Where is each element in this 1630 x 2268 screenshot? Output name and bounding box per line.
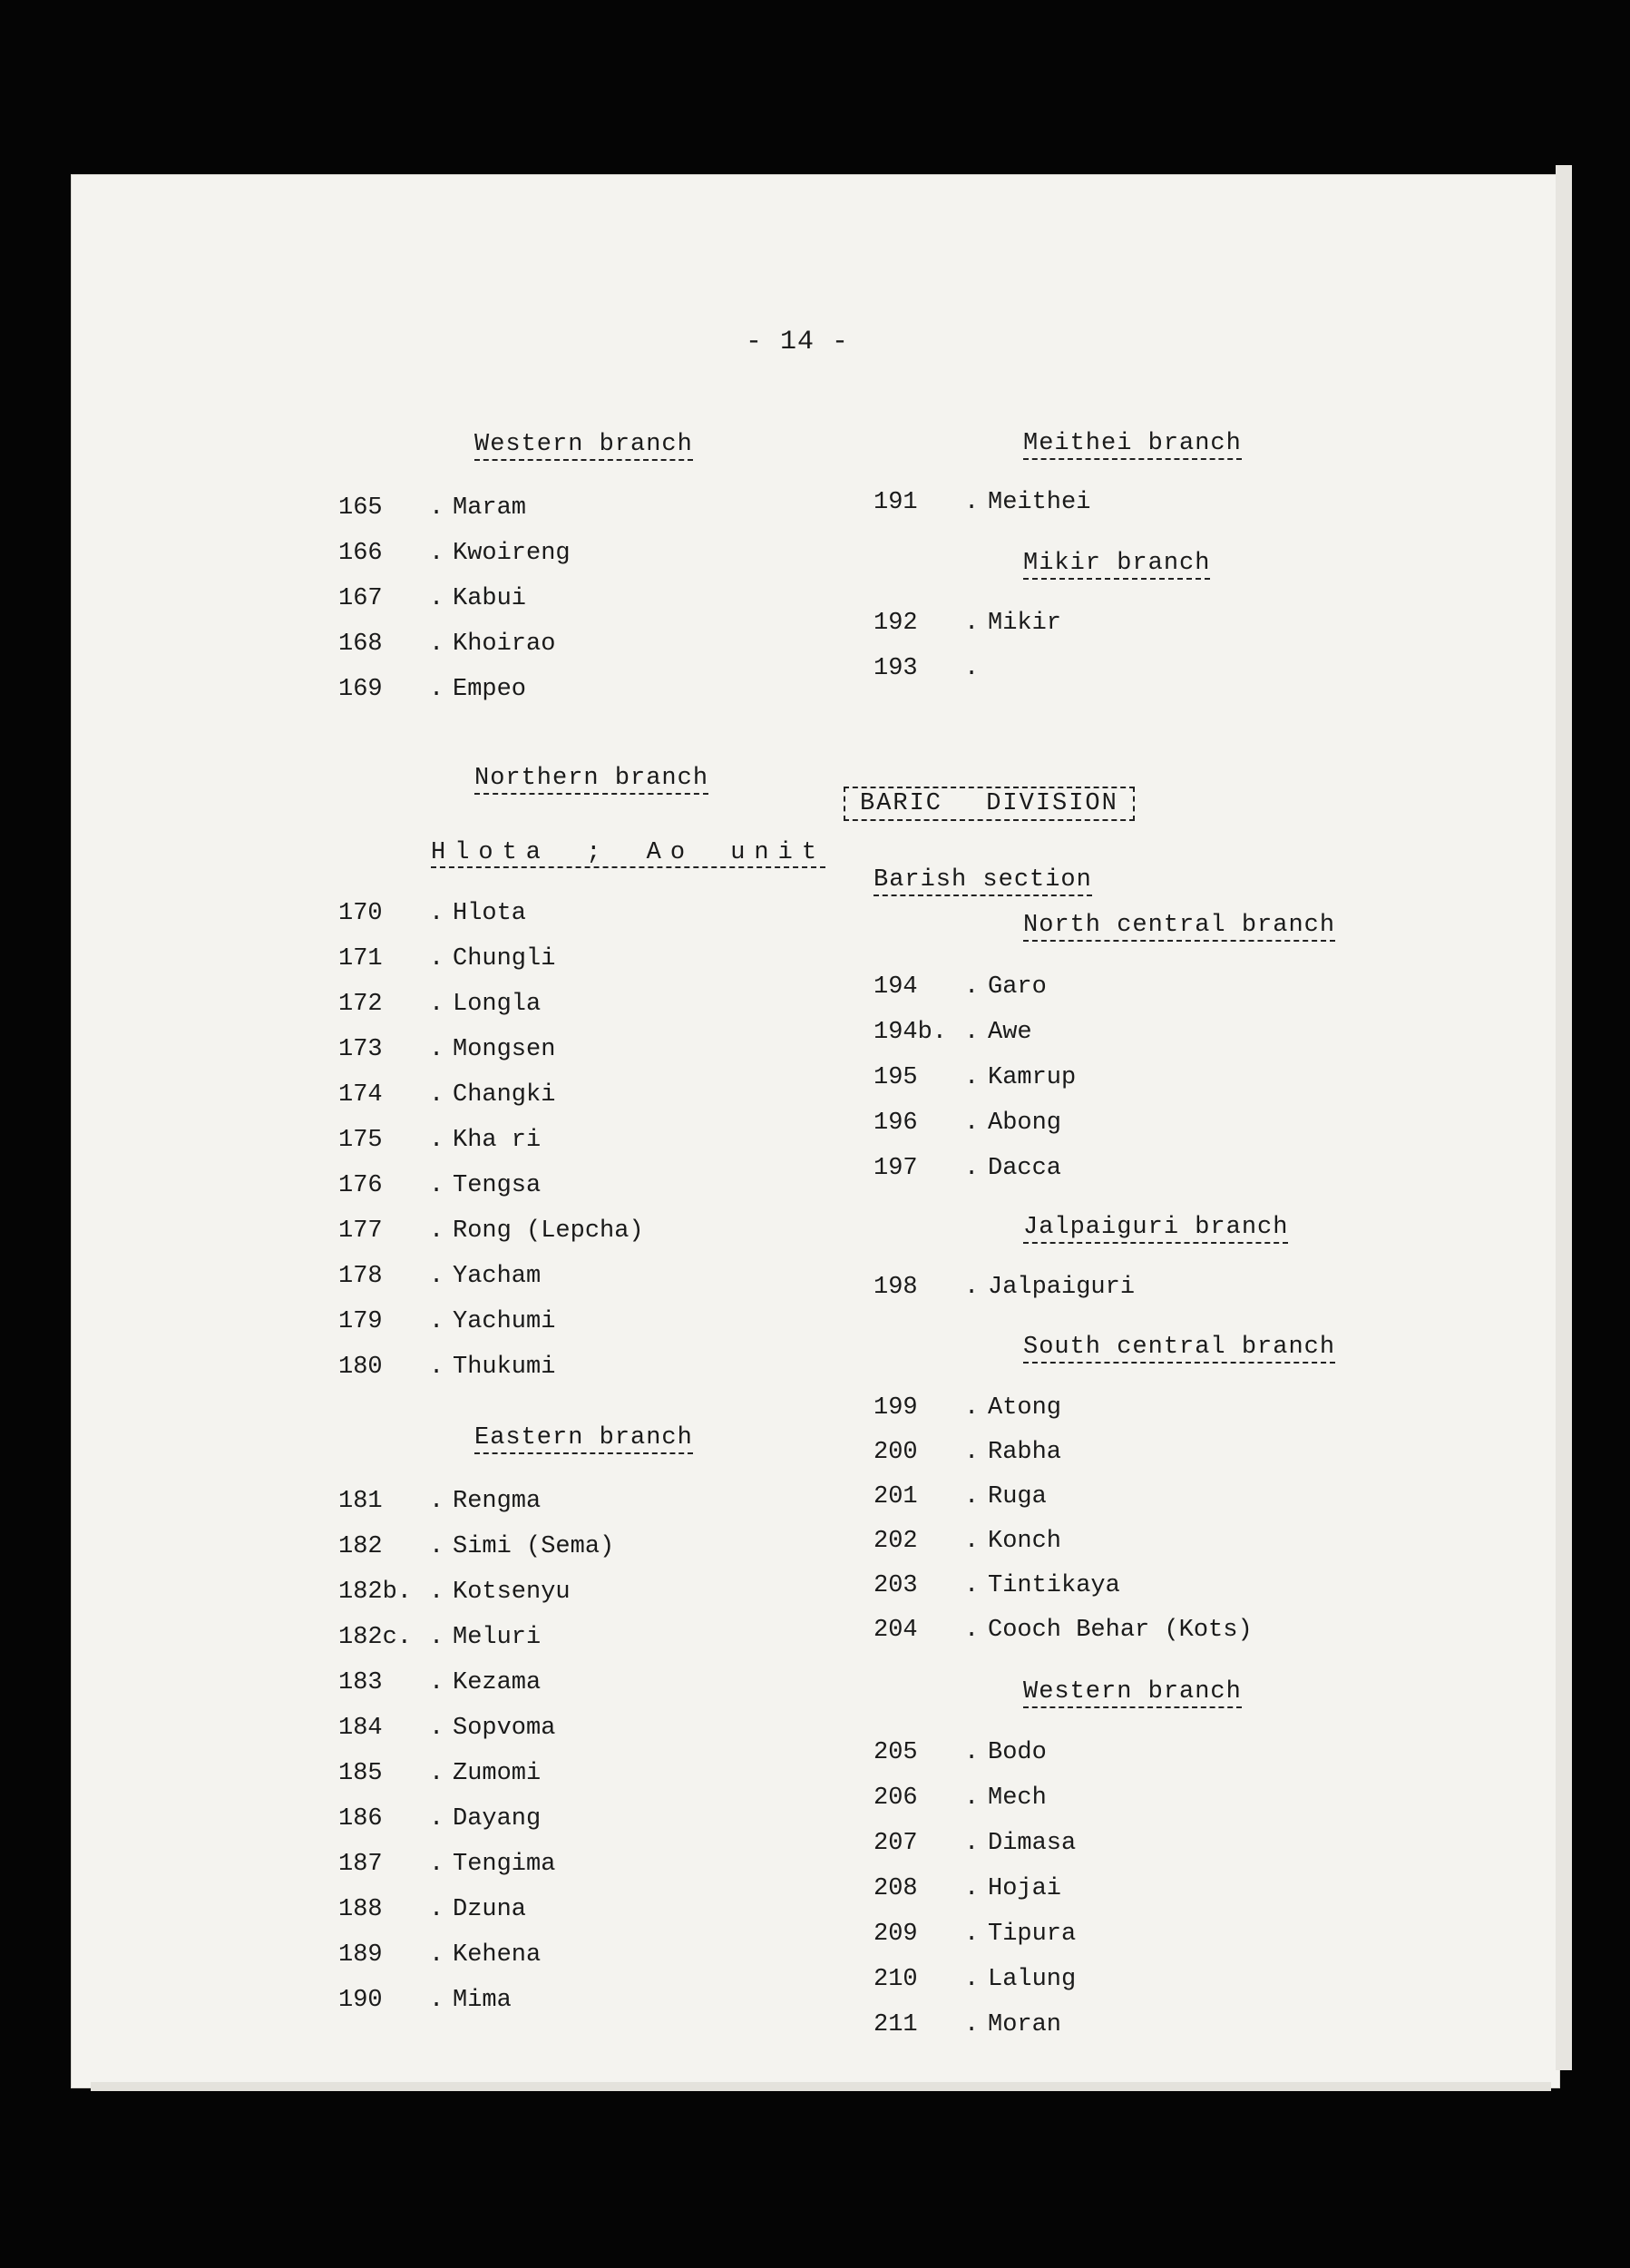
- item-separator-dot: .: [964, 1274, 980, 1301]
- item-separator-dot: .: [429, 1579, 444, 1606]
- list-item: [874, 1526, 1061, 1557]
- list-item: [874, 653, 988, 684]
- item-name: Kabui: [453, 585, 527, 612]
- item-number: 184: [338, 1715, 383, 1742]
- item-number: 181: [338, 1488, 383, 1515]
- item-separator-dot: .: [964, 1019, 980, 1046]
- list-item: [338, 1940, 541, 1970]
- item-name: Mikir: [988, 610, 1062, 637]
- item-name: Garo: [988, 973, 1047, 1001]
- list-item: [874, 972, 1047, 1002]
- list-item: [874, 2009, 1061, 2040]
- item-name: Kehena: [453, 1941, 542, 1969]
- item-name: Tengima: [453, 1851, 556, 1878]
- item-name: Mima: [453, 1987, 512, 2014]
- list-item: [874, 1873, 1061, 1904]
- eastern-branch-heading: Eastern branch: [474, 1424, 693, 1454]
- item-separator-dot: .: [429, 1308, 444, 1335]
- item-separator-dot: .: [429, 945, 444, 973]
- list-item: [874, 1919, 1076, 1950]
- item-number: 166: [338, 540, 383, 567]
- item-number: 168: [338, 631, 383, 658]
- item-number: 205: [874, 1739, 918, 1766]
- item-separator-dot: .: [429, 1851, 444, 1878]
- item-number: 170: [338, 900, 383, 927]
- list-item: [338, 1985, 512, 2016]
- list-item: [338, 1125, 541, 1156]
- item-number: 179: [338, 1308, 383, 1335]
- item-separator-dot: .: [429, 1217, 444, 1245]
- list-item: [338, 1713, 555, 1744]
- list-item: [338, 1894, 526, 1925]
- item-number: 202: [874, 1528, 918, 1555]
- item-name: Rengma: [453, 1488, 542, 1515]
- item-number: 169: [338, 676, 383, 703]
- item-separator-dot: .: [429, 1081, 444, 1109]
- item-name: Simi (Sema): [453, 1533, 615, 1560]
- item-name: Moran: [988, 2011, 1062, 2038]
- item-separator-dot: .: [964, 1483, 980, 1510]
- list-item: [874, 1737, 1047, 1768]
- item-separator-dot: .: [429, 1805, 444, 1833]
- list-item: [874, 1017, 1032, 1048]
- item-number: 190: [338, 1987, 383, 2014]
- item-separator-dot: .: [964, 1784, 980, 1812]
- item-separator-dot: .: [964, 1921, 980, 1948]
- item-name: Mongsen: [453, 1036, 556, 1063]
- list-item: [874, 1964, 1076, 1995]
- item-name: Tintikaya: [988, 1572, 1120, 1599]
- item-name: Yacham: [453, 1263, 542, 1290]
- item-number: 165: [338, 494, 383, 522]
- item-separator-dot: .: [429, 1760, 444, 1787]
- item-separator-dot: .: [429, 1715, 444, 1742]
- item-name: Kwoireng: [453, 540, 571, 567]
- item-number: 194b.: [874, 1019, 948, 1046]
- item-separator-dot: .: [429, 1987, 444, 2014]
- list-item: [874, 1108, 1061, 1139]
- item-name: Zumomi: [453, 1760, 542, 1787]
- list-item: [874, 1783, 1047, 1813]
- item-separator-dot: .: [964, 1528, 980, 1555]
- item-separator-dot: .: [429, 1533, 444, 1560]
- list-item: [338, 943, 555, 974]
- item-separator-dot: .: [964, 610, 980, 637]
- list-item: [874, 1272, 1135, 1303]
- page-number: - 14 -: [746, 327, 850, 357]
- item-name: Dimasa: [988, 1830, 1077, 1857]
- northern-branch-heading: Northern branch: [474, 765, 708, 795]
- item-separator-dot: .: [429, 540, 444, 567]
- list-item: [874, 1437, 1061, 1468]
- jalpaiguri-branch-heading: Jalpaiguri branch: [1023, 1214, 1288, 1244]
- item-number: 201: [874, 1483, 918, 1510]
- item-name: Jalpaiguri: [988, 1274, 1136, 1301]
- list-item: [338, 538, 571, 569]
- item-name: Hojai: [988, 1875, 1062, 1902]
- item-name: Sopvoma: [453, 1715, 556, 1742]
- item-separator-dot: .: [964, 1110, 980, 1137]
- item-separator-dot: .: [964, 1394, 980, 1422]
- item-number: 208: [874, 1875, 918, 1902]
- item-separator-dot: .: [964, 1830, 980, 1857]
- document-page: [71, 174, 1560, 2088]
- item-separator-dot: .: [964, 973, 980, 1001]
- item-number: 206: [874, 1784, 918, 1812]
- list-item: [338, 989, 541, 1020]
- item-number: 209: [874, 1921, 918, 1948]
- item-number: 204: [874, 1617, 918, 1644]
- item-name: Abong: [988, 1110, 1062, 1137]
- list-item: [874, 487, 1090, 518]
- item-separator-dot: .: [964, 1966, 980, 1993]
- item-separator-dot: .: [964, 2011, 980, 2038]
- list-item: [338, 1080, 555, 1110]
- item-separator-dot: .: [964, 1064, 980, 1091]
- list-item: [338, 1486, 541, 1517]
- list-item: [338, 1804, 541, 1834]
- south-central-branch-heading: South central branch: [1023, 1334, 1335, 1364]
- item-name: Yachumi: [453, 1308, 556, 1335]
- item-name: Hlota: [453, 900, 527, 927]
- item-number: 193: [874, 655, 918, 682]
- item-number: 203: [874, 1572, 918, 1599]
- item-separator-dot: .: [964, 655, 980, 682]
- item-name: Khoirao: [453, 631, 556, 658]
- item-number: 174: [338, 1081, 383, 1109]
- item-number: 177: [338, 1217, 383, 1245]
- right-western-branch-heading: Western branch: [1023, 1678, 1242, 1708]
- list-item: [874, 1481, 1047, 1512]
- meithei-branch-heading: Meithei branch: [1023, 430, 1242, 460]
- list-item: [338, 1667, 541, 1698]
- item-name: Meluri: [453, 1624, 542, 1651]
- list-item: [874, 608, 1061, 639]
- item-number: 189: [338, 1941, 383, 1969]
- item-name: Bodo: [988, 1739, 1047, 1766]
- item-number: 194: [874, 973, 918, 1001]
- item-name: Empeo: [453, 676, 527, 703]
- item-name: Rong (Lepcha): [453, 1217, 644, 1245]
- item-name: Dayang: [453, 1805, 542, 1833]
- list-item: [338, 1622, 541, 1653]
- list-item: [874, 1153, 1061, 1184]
- list-item: [338, 1034, 555, 1065]
- list-item: [338, 1849, 555, 1880]
- item-number: 196: [874, 1110, 918, 1137]
- item-number: 176: [338, 1172, 383, 1199]
- item-name: Tipura: [988, 1921, 1077, 1948]
- list-item: [874, 1062, 1076, 1093]
- list-item: [874, 1393, 1061, 1423]
- item-name: Meithei: [988, 489, 1091, 516]
- list-item: [338, 1306, 555, 1337]
- item-number: 188: [338, 1896, 383, 1923]
- item-separator-dot: .: [429, 1624, 444, 1651]
- list-item: [338, 493, 526, 523]
- item-name: Mech: [988, 1784, 1047, 1812]
- item-number: 171: [338, 945, 383, 973]
- item-number: 175: [338, 1127, 383, 1154]
- item-name: Tengsa: [453, 1172, 542, 1199]
- item-name: Kotsenyu: [453, 1579, 571, 1606]
- item-name: Atong: [988, 1394, 1062, 1422]
- item-separator-dot: .: [964, 1155, 980, 1182]
- item-number: 207: [874, 1830, 918, 1857]
- item-name: Longla: [453, 991, 542, 1018]
- item-number: 173: [338, 1036, 383, 1063]
- item-separator-dot: .: [429, 676, 444, 703]
- item-separator-dot: .: [964, 1875, 980, 1902]
- item-separator-dot: .: [429, 1127, 444, 1154]
- item-number: 198: [874, 1274, 918, 1301]
- item-separator-dot: .: [429, 1036, 444, 1063]
- item-number: 191: [874, 489, 918, 516]
- list-item: [338, 583, 526, 614]
- item-name: Changki: [453, 1081, 556, 1109]
- item-name: Maram: [453, 494, 527, 522]
- hlota-ao-unit-heading: Hlota ; Ao unit: [431, 839, 826, 866]
- item-separator-dot: .: [429, 1941, 444, 1969]
- list-item: [338, 629, 555, 660]
- item-number: 211: [874, 2011, 918, 2038]
- item-name: Kha ri: [453, 1127, 542, 1154]
- item-number: 185: [338, 1760, 383, 1787]
- list-item: [338, 674, 526, 705]
- item-separator-dot: .: [964, 1572, 980, 1599]
- item-number: 172: [338, 991, 383, 1018]
- item-separator-dot: .: [429, 494, 444, 522]
- item-name: Lalung: [988, 1966, 1077, 1993]
- item-separator-dot: .: [964, 1617, 980, 1644]
- item-name: Rabha: [988, 1439, 1062, 1466]
- barish-section-heading: Barish section: [874, 866, 1092, 896]
- north-central-branch-heading: North central branch: [1023, 912, 1335, 942]
- item-number: 182: [338, 1533, 383, 1560]
- item-separator-dot: .: [429, 900, 444, 927]
- list-item: [338, 1170, 541, 1201]
- page-edge: [1556, 165, 1572, 2070]
- page-bottom-edge: [91, 2082, 1551, 2091]
- item-separator-dot: .: [429, 585, 444, 612]
- item-number: 199: [874, 1394, 918, 1422]
- item-number: 195: [874, 1064, 918, 1091]
- item-name: Dzuna: [453, 1896, 527, 1923]
- item-separator-dot: .: [429, 631, 444, 658]
- item-number: 178: [338, 1263, 383, 1290]
- list-item: [874, 1828, 1076, 1859]
- item-name: Cooch Behar (Kots): [988, 1617, 1253, 1644]
- list-item: [338, 1261, 541, 1292]
- item-number: 183: [338, 1669, 383, 1696]
- item-number: 180: [338, 1354, 383, 1381]
- western-branch-heading: Western branch: [474, 431, 693, 461]
- mikir-branch-heading: Mikir branch: [1023, 550, 1210, 580]
- item-name: Thukumi: [453, 1354, 556, 1381]
- list-item: [338, 1531, 614, 1562]
- item-separator-dot: .: [964, 489, 980, 516]
- item-separator-dot: .: [429, 1669, 444, 1696]
- item-number: 192: [874, 610, 918, 637]
- item-number: 182b.: [338, 1579, 413, 1606]
- item-separator-dot: .: [429, 1354, 444, 1381]
- item-separator-dot: .: [429, 1896, 444, 1923]
- item-name: Chungli: [453, 945, 556, 973]
- item-separator-dot: .: [429, 991, 444, 1018]
- list-item: [338, 1216, 644, 1246]
- item-number: 186: [338, 1805, 383, 1833]
- item-separator-dot: .: [429, 1488, 444, 1515]
- item-name: Ruga: [988, 1483, 1047, 1510]
- item-name: Kamrup: [988, 1064, 1077, 1091]
- item-number: 197: [874, 1155, 918, 1182]
- item-separator-dot: .: [964, 1739, 980, 1766]
- list-item: [874, 1570, 1120, 1601]
- list-item: [874, 1615, 1253, 1646]
- list-item: [338, 1577, 571, 1608]
- item-name: Konch: [988, 1528, 1062, 1555]
- item-number: 210: [874, 1966, 918, 1993]
- item-number: 200: [874, 1439, 918, 1466]
- list-item: [338, 1758, 541, 1789]
- list-item: [338, 898, 526, 929]
- item-name: Kezama: [453, 1669, 542, 1696]
- item-separator-dot: .: [429, 1172, 444, 1199]
- item-number: 167: [338, 585, 383, 612]
- item-separator-dot: .: [429, 1263, 444, 1290]
- item-number: 187: [338, 1851, 383, 1878]
- item-name: Awe: [988, 1019, 1032, 1046]
- list-item: [338, 1352, 555, 1383]
- item-name: Dacca: [988, 1155, 1062, 1182]
- baric-division-heading: BARIC DIVISION: [844, 787, 1135, 821]
- item-separator-dot: .: [964, 1439, 980, 1466]
- item-number: 182c.: [338, 1624, 413, 1651]
